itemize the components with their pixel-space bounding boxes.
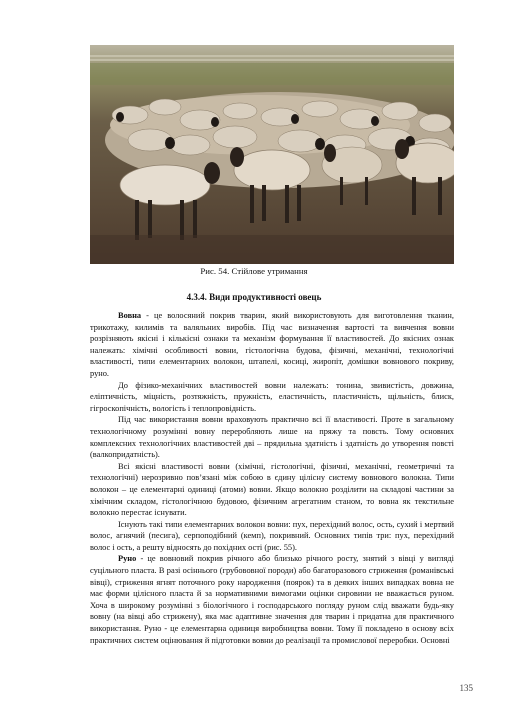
sheep-herd-photo bbox=[90, 45, 454, 264]
body-text bbox=[90, 310, 454, 646]
paragraph-lead-term: Вовна bbox=[118, 311, 142, 320]
paragraph-lead-term: Руно bbox=[118, 554, 137, 564]
paragraph bbox=[90, 380, 454, 415]
paragraph bbox=[90, 553, 454, 646]
paragraph-text: - це волосяний покрив тварин, який використовують для виготовлення тканин, трикотажу, килимів та валяльних виробів. Під час визначення вартості та вивчення вовни розрізняють якісні і кількісні ознаки та механізм формування її властивостей. До якісних ознак належать: хімічні особливості вовни, гістологічна будова, фізичні, механічні, технологічні властивості, типи елементарних волокон, штапелі, косиці, жиропіт, домішки вовнового покриву, руно. bbox=[90, 311, 454, 378]
figure-caption: Рис. 54. Стійлове утримання bbox=[200, 266, 308, 276]
paragraph-text: Під час використання вовни враховують практично всі її властивості. Проте в загальному технологічному розумінні вовну переробляють лише на пряжу та повсть. Тому основних комплексних технологічних властивостей дві – прядильна здатність і здатність до утворення повсті (валкопридатність). bbox=[90, 415, 454, 460]
paragraph bbox=[90, 519, 454, 554]
section-heading: 4.3.4. Види продуктивності овець bbox=[186, 292, 322, 302]
page-number: 135 bbox=[459, 683, 473, 693]
paragraph-text: До фізико-механічних властивостей вовни належать: тонина, звивистість, довжина, еліптичність, міцність, розтяжність, пружність, еластичність, пластичність, щільність, блиск, гігроскопічність, вологість і теплопровідність. bbox=[90, 380, 454, 413]
paragraph bbox=[90, 310, 454, 380]
paragraph-text: Існують такі типи елементарних волокон вовни: пух, перехідний волос, ость, сухий і мертвий волос, агнячий (песига), серпоподібний (кемп), покривний. Основних типів три: пух, перехідний волос і ость, а решту відносять до похідних ості (рис. 55). bbox=[90, 519, 454, 552]
paragraph bbox=[90, 414, 454, 460]
paragraph-text: - це вовновий покрив річного або близько річного росту, знятий з вівці у вигляді суцільного пласта. В разі осіннього (грубововної породи) або багаторазового стриження (романівські вівці), стриження ягнят поточного року народження (поярок) та в деяких інших випадках вовна не має форми цілісного пласта й за нормативними вимогами оцінки сировини не вважається руном. Хоча в широкому розумінні з біологічного і господарського погляду руном слід вважати будь-яку вовну (на вівці або стрижену), яка має адаптивне значення для тварин і придатна для практичного використання. Руно - це елементарна одиниця виробництва вовни. Тому її покладено в основу всіх практичних систем оцінювання й підготовки вовни до реалізації та промислової переробки. Основні bbox=[90, 554, 454, 645]
paragraph bbox=[90, 461, 454, 519]
paragraph-text: Всі якісні властивості вовни (хімічні, гістологічні, фізичні, механічні, геометричні та технологічні) нерозривно пов’язані між собою в єдину цілісну систему вовнового волокна. Типи волокон – це елементарні одиниці (атоми) вовни. Якщо волокно розділити на складові частини за хімічним складом, гістологічною будовою, фізичним агрегатним станом, то вовна як текстильне волокно перестає існувати. bbox=[90, 461, 454, 518]
